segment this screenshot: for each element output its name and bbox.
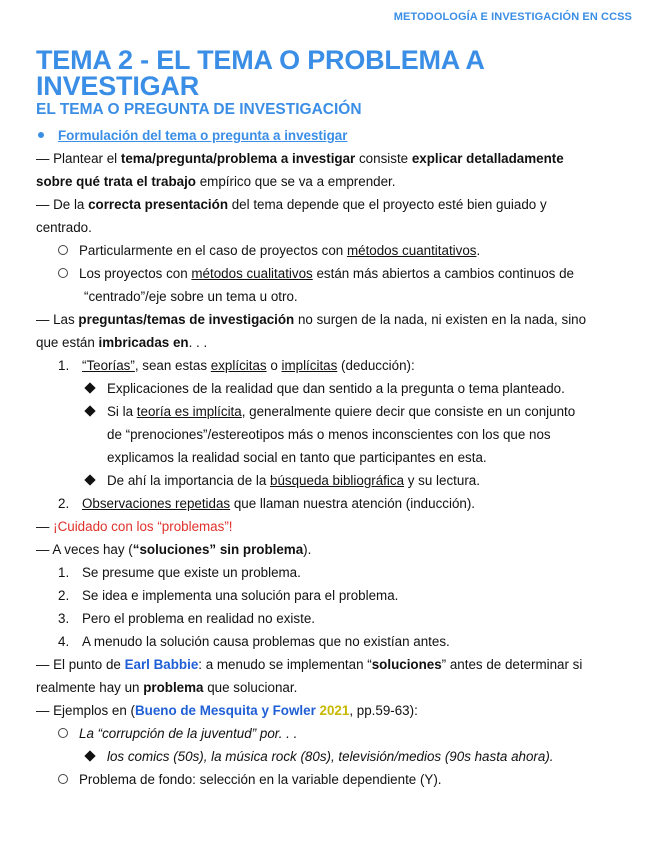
circle-bullet-icon xyxy=(58,245,68,255)
paragraph-3-line-2: que están imbricadas en. . . xyxy=(36,335,208,350)
diamond-bullet-icon xyxy=(84,751,95,762)
paragraph-2-line-1: — De la correcta presentación del tema depende que el proyecto esté bien guiado y xyxy=(36,197,547,212)
diamond-bullet-icon xyxy=(84,406,95,417)
list-item: 1. Se presume que existe un problema. xyxy=(58,565,301,580)
example-item-1-detail: los comics (50s), la música rock (80s), televisión/medios (90s hasta ahora). xyxy=(36,745,626,768)
paragraph-4: — A veces hay (“soluciones” sin problema). xyxy=(36,542,312,557)
list-item: 3. Pero el problema en realidad no existe. xyxy=(58,611,315,626)
bullet-dot-icon xyxy=(38,132,44,138)
numbered-item-observations: 2. Observaciones repetidas que llaman nuestra atención (inducción). xyxy=(58,496,476,511)
diamond-item-2-cont-2: explicamos la realidad social en tanto que participantes en esta. xyxy=(107,450,487,465)
example-item-2: Problema de fondo: selección en la variable dependiente (Y). xyxy=(36,768,626,791)
paragraph-3-line-1: — Las preguntas/temas de investigación no surgen de la nada, ni existen en la nada, sino xyxy=(36,312,587,327)
running-header: METODOLOGÍA E INVESTIGACIÓN EN CCSS xyxy=(393,11,632,23)
diamond-item-1: Explicaciones de la realidad que dan sentido a la pregunta o tema planteado. xyxy=(36,377,626,400)
circle-item-qualitative-cont: “centrado”/eje sobre un tema u otro. xyxy=(84,289,298,304)
citation-link[interactable]: Bueno de Mesquita y Fowler xyxy=(134,703,316,718)
paragraph-6: — Ejemplos en (Bueno de Mesquita y Fowler 2021, pp.59-63): xyxy=(36,703,418,718)
list-item: 2. Se idea e implementa una solución para el problema. xyxy=(58,588,399,603)
diamond-item-2-cont-1: de “prenociones”/estereotipos más o menos inconscientes con los que nos xyxy=(107,427,551,442)
paragraph-5-line-2: realmente hay un problema que solucionar. xyxy=(36,680,298,695)
circle-bullet-icon xyxy=(58,268,68,278)
paragraph-5-line-1: — El punto de Earl Babbie: a menudo se implementan “soluciones” antes de determinar si xyxy=(36,657,583,672)
document-body xyxy=(36,124,626,791)
section-subtitle: EL TEMA O PREGUNTA DE INVESTIGACIÓN xyxy=(36,101,362,118)
diamond-bullet-icon xyxy=(84,475,95,486)
paragraph-1-line-2: sobre qué trata el trabajo empírico que se va a emprender. xyxy=(36,174,396,189)
numbered-item-theories: 1. “Teorías”, sean estas explícitas o implícitas (deducción): xyxy=(58,358,415,373)
circle-item-qualitative: Los proyectos con métodos cualitativos están más abiertos a cambios continuos de xyxy=(36,262,626,285)
circle-item-quantitative: Particularmente en el caso de proyectos con métodos cuantitativos. xyxy=(36,239,626,262)
list-item: 4. A menudo la solución causa problemas que no existían antes. xyxy=(58,634,450,649)
citation-year[interactable]: 2021 xyxy=(319,703,350,718)
circle-bullet-icon xyxy=(58,774,68,784)
paragraph-2-line-2: centrado. xyxy=(36,220,92,235)
author-link[interactable]: Earl Babbie xyxy=(124,657,199,672)
diamond-item-2: Si la teoría es implícita, generalmente quiere decir que consiste en un conjunto xyxy=(36,400,626,423)
circle-bullet-icon xyxy=(58,728,68,738)
warning-line: — ¡Cuidado con los “problemas”! xyxy=(36,519,233,534)
page-title: TEMA 2 - EL TEMA O PROBLEMA A INVESTIGAR xyxy=(36,45,484,101)
diamond-bullet-icon xyxy=(84,383,95,394)
paragraph-1-line-1: — Plantear el tema/pregunta/problema a investigar consiste explicar detalladamente xyxy=(36,151,564,166)
diamond-item-3: De ahí la importancia de la búsqueda bibliográfica y su lectura. xyxy=(36,469,626,492)
bullet-heading: Formulación del tema o pregunta a investigar xyxy=(36,124,626,147)
example-item-1: La “corrupción de la juventud” por. . . xyxy=(36,722,626,745)
